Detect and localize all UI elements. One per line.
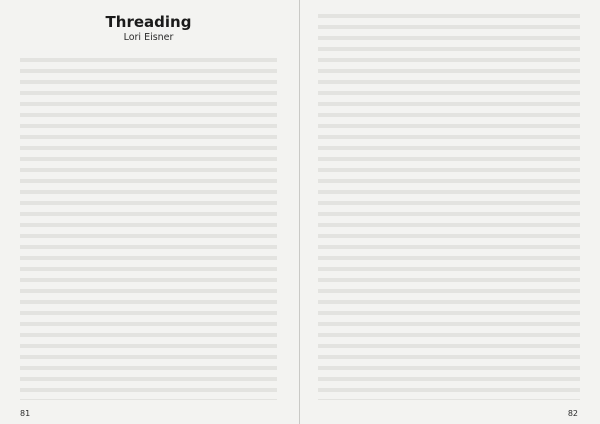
left-page-body-text-block xyxy=(20,58,277,400)
right-page xyxy=(300,0,600,424)
story-author: Lori Eisner xyxy=(123,32,174,43)
left-page-number: 81 xyxy=(20,409,31,418)
right-page-number: 82 xyxy=(567,409,578,418)
right-page-body-text-block xyxy=(318,14,580,400)
story-title: Threading xyxy=(105,13,192,31)
